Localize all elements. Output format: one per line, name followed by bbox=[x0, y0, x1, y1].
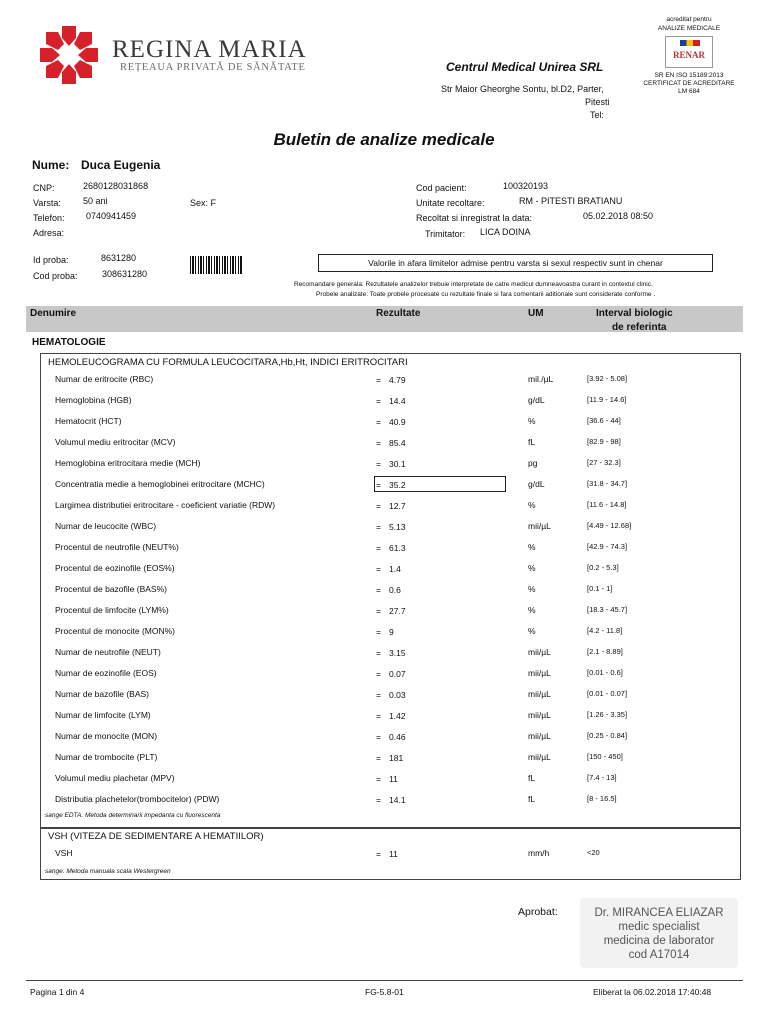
col-interval-2: de referinta bbox=[612, 322, 667, 333]
test-reference: [0.01 - 0.07] bbox=[587, 689, 628, 698]
equals-sign: = bbox=[376, 375, 381, 385]
equals-sign: = bbox=[376, 753, 381, 763]
test-unit: mil./µL bbox=[528, 374, 554, 384]
table-row bbox=[0, 395, 768, 415]
test-name: Hematocrit (HCT) bbox=[55, 416, 122, 426]
test-unit: mm/h bbox=[528, 848, 550, 858]
approval-label: Aprobat: bbox=[518, 906, 558, 918]
equals-sign: = bbox=[376, 480, 381, 490]
table-row bbox=[0, 752, 768, 772]
notice-box bbox=[318, 254, 713, 272]
footer-form: FG-5.8-01 bbox=[365, 987, 404, 997]
renar-logo-text: RENAR bbox=[672, 50, 705, 60]
test-reference: [0.1 - 1] bbox=[587, 584, 613, 593]
test-value: 1.4 bbox=[389, 564, 401, 574]
equals-sign: = bbox=[376, 417, 381, 427]
cross-icon bbox=[38, 24, 100, 86]
test-value: 4.79 bbox=[389, 375, 406, 385]
barcode-icon bbox=[190, 256, 242, 274]
test-name: Volumul mediu plachetar (MPV) bbox=[55, 773, 175, 783]
patient-name: Duca Eugenia bbox=[81, 158, 161, 172]
recommendation-line2: Probele analizate: Toate probele procesate cu rezultate finale si fara comentarii aditionale sunt considerate conforme . bbox=[316, 291, 656, 298]
test-name: Procentul de monocite (MON%) bbox=[55, 626, 175, 636]
equals-sign: = bbox=[376, 438, 381, 448]
signature-stamp bbox=[580, 898, 738, 968]
test-reference: [82.9 - 98] bbox=[587, 437, 621, 446]
renar-logo bbox=[665, 36, 713, 68]
test-name: Procentul de limfocite (LYM%) bbox=[55, 605, 169, 615]
table-row bbox=[0, 416, 768, 436]
equals-sign: = bbox=[376, 669, 381, 679]
accred-line3: SR EN ISO 15189:2013 bbox=[654, 72, 724, 79]
test-value: 30.1 bbox=[389, 459, 406, 469]
test-name: Numar de eozinofile (EOS) bbox=[55, 668, 157, 678]
logo-tagline: REȚEAUA PRIVATĂ DE SĂNĂTATE bbox=[120, 62, 306, 73]
cod-proba-label: Cod proba: bbox=[33, 271, 78, 281]
table-row bbox=[0, 626, 768, 646]
id-proba-label: Id proba: bbox=[33, 255, 69, 265]
equals-sign: = bbox=[376, 732, 381, 742]
recoltat-label: Recoltat si inregistrat la data: bbox=[416, 213, 533, 223]
test-value: 181 bbox=[389, 753, 404, 763]
test-reference: [36.6 - 44] bbox=[587, 416, 621, 425]
test-unit: % bbox=[528, 626, 536, 636]
test-reference: [0.25 - 0.84] bbox=[587, 731, 628, 740]
equals-sign: = bbox=[376, 585, 381, 595]
test-unit: g/dL bbox=[528, 395, 545, 405]
table-row bbox=[0, 647, 768, 667]
test-reference: [31.8 - 34.7] bbox=[587, 479, 628, 488]
table-row bbox=[0, 605, 768, 625]
table-row bbox=[0, 668, 768, 688]
test-unit: mii/µL bbox=[528, 668, 551, 678]
test-name: Procentul de neutrofile (NEUT%) bbox=[55, 542, 179, 552]
test-reference: [3.92 - 5.08] bbox=[587, 374, 628, 383]
test-reference: [4.49 - 12.68] bbox=[587, 521, 632, 530]
address-line1: Str Maior Gheorghe Sontu, bl.D2, Parter, bbox=[441, 84, 604, 94]
section-hematologie: HEMATOLOGIE bbox=[32, 337, 106, 348]
test-reference: [8 - 16.5] bbox=[587, 794, 617, 803]
test-reference: [0.2 - 5.3] bbox=[587, 563, 619, 572]
test-value: 11 bbox=[389, 849, 398, 859]
test-name: Numar de eritrocite (RBC) bbox=[55, 374, 154, 384]
accred-line4: CERTIFICAT DE ACREDITARE bbox=[643, 80, 735, 87]
equals-sign: = bbox=[376, 543, 381, 553]
group2-note: sange. Metoda manuala scala Westergreen bbox=[45, 868, 171, 875]
equals-sign: = bbox=[376, 795, 381, 805]
footer-divider bbox=[26, 980, 743, 981]
test-unit: g/dL bbox=[528, 479, 545, 489]
test-value: 40.9 bbox=[389, 417, 406, 427]
test-unit: % bbox=[528, 416, 536, 426]
cod-pacient-label: Cod pacient: bbox=[416, 183, 467, 193]
group1-title: HEMOLEUCOGRAMA CU FORMULA LEUCOCITARA,Hb,Ht, INDICI ERITROCITARI bbox=[48, 357, 408, 368]
equals-sign: = bbox=[376, 627, 381, 637]
footer-issued: Eliberat la 06.02.2018 17:40:48 bbox=[593, 987, 712, 997]
test-name: Hemoglobina eritrocitara medie (MCH) bbox=[55, 458, 201, 468]
test-unit: % bbox=[528, 605, 536, 615]
notice-text: Valorile in afara limitelor admise pentru varsta si sexul respectiv sunt in chenar bbox=[368, 258, 663, 268]
table-row bbox=[0, 584, 768, 604]
test-name: Largimea distributiei eritrocitare - coeficient variatie (RDW) bbox=[55, 500, 276, 510]
table-row bbox=[0, 521, 768, 541]
test-reference: [7.4 - 13] bbox=[587, 773, 617, 782]
accred-line5: LM 684 bbox=[678, 88, 700, 95]
test-value: 0.07 bbox=[389, 669, 406, 679]
cnp-value: 2680128031868 bbox=[83, 181, 149, 191]
test-reference: [27 - 32.3] bbox=[587, 458, 621, 467]
group1-note: sange EDTA. Metoda determinarii impedanta cu fluorescenta bbox=[45, 812, 221, 819]
test-value: 9 bbox=[389, 627, 394, 637]
recoltat-value: 05.02.2018 08:50 bbox=[583, 211, 654, 221]
test-name: Numar de trombocite (PLT) bbox=[55, 752, 158, 762]
test-value: 3.15 bbox=[389, 648, 406, 658]
cod-pacient-value: 100320193 bbox=[503, 181, 549, 191]
test-unit: mii/µL bbox=[528, 647, 551, 657]
table-row bbox=[0, 794, 768, 814]
varsta-value: 50 ani bbox=[83, 196, 108, 206]
id-proba-value: 8631280 bbox=[101, 253, 137, 263]
test-name: Procentul de bazofile (BAS%) bbox=[55, 584, 167, 594]
test-value: 27.7 bbox=[389, 606, 406, 616]
table-row bbox=[0, 563, 768, 583]
test-unit: mii/µL bbox=[528, 731, 551, 741]
test-value: 35.2 bbox=[389, 480, 406, 490]
test-name: Numar de neutrofile (NEUT) bbox=[55, 647, 161, 657]
test-unit: % bbox=[528, 500, 536, 510]
test-value: 85.4 bbox=[389, 438, 406, 448]
test-name: Distributia plachetelor(trombocitelor) (PDW) bbox=[55, 794, 220, 804]
equals-sign: = bbox=[376, 522, 381, 532]
equals-sign: = bbox=[376, 564, 381, 574]
equals-sign: = bbox=[376, 648, 381, 658]
table-row bbox=[0, 848, 768, 868]
equals-sign: = bbox=[376, 849, 381, 859]
test-name: Volumul mediu eritrocitar (MCV) bbox=[55, 437, 176, 447]
cod-proba-value: 308631280 bbox=[102, 269, 148, 279]
test-reference: [18.3 - 45.7] bbox=[587, 605, 628, 614]
test-value: 61.3 bbox=[389, 543, 406, 553]
test-name: Procentul de eozinofile (EOS%) bbox=[55, 563, 175, 573]
table-row bbox=[0, 710, 768, 730]
equals-sign: = bbox=[376, 606, 381, 616]
test-value: 5.13 bbox=[389, 522, 406, 532]
test-value: 11 bbox=[389, 774, 398, 784]
test-reference: [150 - 450] bbox=[587, 752, 623, 761]
test-name: Numar de limfocite (LYM) bbox=[55, 710, 151, 720]
test-name: Numar de leucocite (WBC) bbox=[55, 521, 157, 531]
table-row bbox=[0, 374, 768, 394]
test-reference: [1.26 - 3.35] bbox=[587, 710, 628, 719]
document-title: Buletin de analize medicale bbox=[273, 130, 495, 149]
col-rezultate: Rezultate bbox=[376, 308, 421, 319]
test-reference: [4.2 - 11.8] bbox=[587, 626, 623, 635]
table-row bbox=[0, 479, 768, 499]
varsta-label: Varsta: bbox=[33, 198, 61, 208]
accred-line2: ANALIZE MEDICALE bbox=[657, 25, 721, 32]
test-name: VSH bbox=[55, 848, 73, 858]
equals-sign: = bbox=[376, 690, 381, 700]
test-name: Numar de monocite (MON) bbox=[55, 731, 158, 741]
adresa-label: Adresa: bbox=[33, 228, 65, 238]
trimitator-label: Trimitator: bbox=[425, 229, 466, 239]
test-value: 14.1 bbox=[389, 795, 406, 805]
test-name: Numar de bazofile (BAS) bbox=[55, 689, 150, 699]
test-unit: fL bbox=[528, 773, 536, 783]
test-name: Hemoglobina (HGB) bbox=[55, 395, 132, 405]
accreditation-block bbox=[634, 16, 744, 111]
test-value: 0.6 bbox=[389, 585, 401, 595]
test-unit: pg bbox=[528, 458, 538, 468]
test-name: Concentratia medie a hemoglobinei eritrocitare (MCHC) bbox=[55, 479, 265, 489]
test-reference: [11.6 - 14.8] bbox=[587, 500, 627, 509]
test-unit: mii/µL bbox=[528, 710, 551, 720]
test-value: 0.03 bbox=[389, 690, 406, 700]
romania-flag-icon bbox=[680, 40, 700, 46]
stamp-line3: medicina de laborator bbox=[603, 935, 715, 947]
unitate-label: Unitate recoltare: bbox=[416, 198, 485, 208]
equals-sign: = bbox=[376, 711, 381, 721]
test-unit: mii/µL bbox=[528, 689, 551, 699]
test-reference: [0.01 - 0.6] bbox=[587, 668, 623, 677]
test-unit: fL bbox=[528, 794, 536, 804]
test-reference: [42.9 - 74.3] bbox=[587, 542, 628, 551]
center-name: Centrul Medical Unirea SRL bbox=[446, 60, 604, 74]
stamp-line4: cod A17014 bbox=[628, 949, 690, 961]
equals-sign: = bbox=[376, 501, 381, 511]
sex-value: Sex: F bbox=[190, 198, 217, 208]
recommendation-line1: Recomandare generala: Rezultatele analizelor trebuie interpretate de catre medicul dumneavoastra curant in contextul clinic. bbox=[294, 281, 653, 288]
table-row bbox=[0, 458, 768, 478]
group2-title: VSH (VITEZA DE SEDIMENTARE A HEMATIILOR) bbox=[48, 831, 264, 842]
regina-maria-logo bbox=[38, 24, 100, 86]
test-reference: [11.9 - 14.6] bbox=[587, 395, 627, 404]
stamp-line1: Dr. MIRANCEA ELIAZAR bbox=[594, 907, 724, 919]
table-row bbox=[0, 731, 768, 751]
telefon-label: Telefon: bbox=[33, 213, 65, 223]
address-line2: Pitesti bbox=[585, 97, 610, 107]
table-row bbox=[0, 773, 768, 793]
test-value: 14.4 bbox=[389, 396, 406, 406]
test-unit: mii/µL bbox=[528, 521, 551, 531]
test-unit: % bbox=[528, 584, 536, 594]
test-value: 12.7 bbox=[389, 501, 406, 511]
test-unit: fL bbox=[528, 437, 536, 447]
telefon-value: 0740941459 bbox=[86, 211, 137, 221]
equals-sign: = bbox=[376, 774, 381, 784]
stamp-line2: medic specialist bbox=[618, 921, 700, 933]
test-reference: [2.1 - 8.89] bbox=[587, 647, 623, 656]
name-label: Nume: bbox=[32, 158, 70, 172]
footer-page: Pagina 1 din 4 bbox=[30, 987, 85, 997]
test-unit: % bbox=[528, 563, 536, 573]
test-unit: mii/µL bbox=[528, 752, 551, 762]
unitate-value: RM - PITESTI BRATIANU bbox=[519, 196, 623, 206]
test-unit: % bbox=[528, 542, 536, 552]
table-row bbox=[0, 542, 768, 562]
logo-name: REGINA MARIA bbox=[112, 36, 307, 63]
equals-sign: = bbox=[376, 459, 381, 469]
accred-line1: acreditat pentru bbox=[666, 16, 712, 23]
col-um: UM bbox=[528, 308, 544, 319]
test-value: 1.42 bbox=[389, 711, 406, 721]
test-value: 0.46 bbox=[389, 732, 406, 742]
trimitator-value: LICA DOINA bbox=[480, 227, 531, 237]
col-denumire: Denumire bbox=[30, 308, 77, 319]
tel-label: Tel: bbox=[590, 110, 605, 120]
table-row bbox=[0, 689, 768, 709]
table-row bbox=[0, 500, 768, 520]
test-reference: <20 bbox=[587, 848, 600, 857]
cnp-label: CNP: bbox=[33, 183, 55, 193]
table-row bbox=[0, 437, 768, 457]
equals-sign: = bbox=[376, 396, 381, 406]
col-interval-1: Interval biologic bbox=[596, 308, 673, 319]
